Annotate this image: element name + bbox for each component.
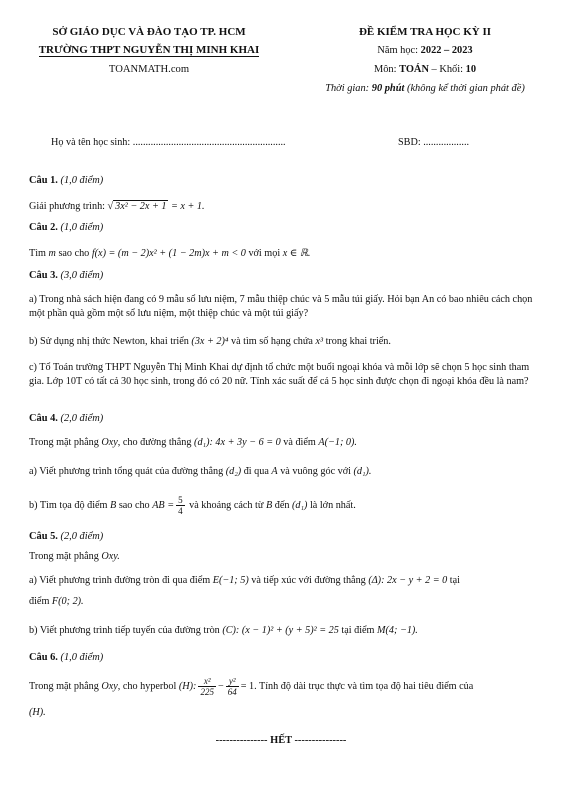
q3-part-b (29, 335, 391, 349)
q4-i1: Trong mặt phẳng (29, 437, 102, 448)
q4-title: Câu 4. (29, 413, 58, 424)
q6-frac-x (198, 676, 216, 697)
q5-a4: điểm (29, 596, 52, 607)
q5-title: Câu 5. (29, 531, 58, 542)
site-name: TOANMATH.com (108, 64, 190, 75)
time-line (300, 83, 550, 94)
school-year (300, 45, 550, 56)
q5-a-F: F(0; 2). (51, 596, 84, 607)
q6-text-line2 (29, 706, 46, 720)
q1-radicand: 3x² − 2x + 1 (115, 201, 167, 212)
q6-frac-y (226, 676, 239, 697)
q5-a1: a) Viết phương trình đường tròn đi qua điểm (29, 575, 213, 586)
q2-title: Câu 2. (29, 222, 58, 233)
q6-oxy: Oxy (101, 681, 118, 692)
q5-b2: tại điểm (338, 625, 378, 636)
q4-a-A: A (271, 466, 278, 477)
q4-b-B2: B (265, 500, 273, 511)
q6-heading (29, 652, 103, 663)
q6-eq: = 1. (240, 681, 257, 692)
q6-points: (1,0 điểm) (60, 652, 104, 663)
q1-points: (1,0 điểm) (60, 175, 104, 186)
dept-name: SỞ GIÁO DỤC VÀ ĐÀO TẠO TP. HCM (52, 26, 246, 38)
q4-b2: sao cho (116, 500, 153, 511)
q5-part-b (29, 624, 418, 638)
q4-i2: , cho đường thẳng (117, 437, 195, 448)
q4-a-d1: (d₁). (353, 466, 372, 477)
q4-point: A(−1; 0). (318, 437, 357, 448)
q3-part-c: c) Tổ Toán trường THPT Nguyễn Thị Minh Khai dự định tổ chức một buổi ngoại khóa và mỗi lớp sẽ chọn 5 học sinh tham gia. Lớp 10T có tất cả 30 học sinh, trong đó có 20 nữ. Tính xác suất để cả 5 học sinh được chọn đi ngoại khóa đều là nam? (29, 362, 530, 387)
q2-heading (29, 222, 103, 233)
q4-points: (2,0 điểm) (60, 413, 104, 424)
time-note: (không kể thời gian phát đề) (404, 83, 525, 94)
q6-minus: − (217, 681, 224, 692)
q3-b-expr: (3x + 2)⁴ (191, 336, 229, 347)
q2-t1: Tìm (29, 248, 49, 259)
time-value: 90 phút (371, 83, 405, 94)
q1-heading (29, 175, 103, 186)
q4-b-den: 4 (178, 506, 183, 517)
subject-line (300, 64, 550, 75)
q4-b-frac (176, 495, 185, 516)
q3-heading (29, 270, 103, 281)
q2-t2: sao cho (55, 248, 92, 259)
q3-title: Câu 3. (29, 270, 58, 281)
q4-line: (d₁): 4x + 3y − 6 = 0 (194, 437, 281, 448)
q5-a-E: E(−1; 5) (212, 575, 249, 586)
q4-a-line: (d₂) (225, 466, 242, 477)
q4-intro (29, 436, 357, 450)
q4-heading (29, 413, 103, 424)
q6-t2: , cho hyperbol (117, 681, 179, 692)
q3-b2: và tìm số hạng chứa (228, 336, 316, 347)
q4-i3: và điểm (280, 437, 319, 448)
q5-oxy: Oxy. (101, 551, 120, 562)
q2-cond: x ∈ ℝ. (282, 248, 311, 259)
q1-prompt: Giải phương trình: (29, 201, 108, 212)
school-name (18, 44, 280, 56)
q2-points: (1,0 điểm) (60, 222, 104, 233)
q3-b-term: x³ (315, 336, 324, 347)
q4-b-num: 5 (178, 495, 183, 506)
q5-b-M: M(4; −1). (377, 625, 418, 636)
q5-b-C: (C): (x − 1)² + (y + 5)² = 25 (222, 625, 339, 636)
q5-i1: Trong mặt phẳng (29, 551, 102, 562)
year-value: 2022 – 2023 (420, 45, 473, 56)
q4-a2: đi qua (241, 466, 272, 477)
q4-part-a (29, 465, 371, 479)
q2-expr: f(x) = (m − 2)x² + (1 − 2m)x + m < 0 (91, 248, 246, 259)
q5-intro (29, 550, 120, 564)
q1-rhs: = x + 1. (168, 201, 205, 212)
school-name-text: TRƯỜNG THPT NGUYỄN THỊ MINH KHAI (38, 44, 260, 56)
q4-a1: a) Viết phương trình tổng quát của đường thẳng (29, 466, 226, 477)
q6-H: (H): (178, 681, 197, 692)
time-label: Thời gian: (325, 83, 372, 94)
q5-b1: b) Viết phương trình tiếp tuyến của đường tròn (29, 625, 223, 636)
subject-value: TOÁN (399, 64, 429, 75)
grade-value: 10 (465, 64, 477, 75)
end-marker: --------------- HẾT --------------- (215, 735, 347, 746)
grade-label: – Khối: (428, 64, 466, 75)
q4-b-B: B (110, 500, 117, 511)
q6-d1: 225 (200, 687, 214, 698)
q6-t4: (H). (29, 707, 46, 718)
exam-title: ĐỀ KIỂM TRA HỌC KỲ II (358, 26, 492, 38)
subject-label: Môn: (373, 64, 400, 75)
q4-b-ab: AB = (152, 500, 175, 511)
q4-b5: là lớn nhất. (307, 500, 356, 511)
q4-oxy: Oxy (101, 437, 118, 448)
q2-t3: với mọi (245, 248, 283, 259)
q4-b-d1: (d₁) (291, 500, 308, 511)
q5-part-a-line1 (29, 574, 460, 588)
student-sbd-field: SBD: .................. (398, 137, 470, 148)
q1-title: Câu 1. (29, 175, 58, 186)
q1-text: Giải phương trình: √ 3x² − 2x + 1 = x + 1. (29, 201, 205, 212)
q5-a-line: (Δ): 2x − y + 2 = 0 (368, 575, 448, 586)
q5-points: (2,0 điểm) (60, 531, 104, 542)
q3-b1: b) Sử dụng nhị thức Newton, khai triển (29, 336, 192, 347)
q2-var: m (48, 248, 56, 259)
q4-part-b (29, 493, 356, 519)
q5-heading (29, 531, 103, 542)
q6-t3: Tính độ dài trục thực và tìm tọa độ hai tiêu điểm của (256, 681, 474, 692)
q6-d2: 64 (227, 687, 237, 698)
q4-b3: và khoảng cách từ (186, 500, 266, 511)
q6-t1: Trong mặt phẳng (29, 681, 102, 692)
student-name-field: Họ và tên học sinh: ............................................................ (51, 137, 286, 148)
q6-text (29, 673, 473, 701)
q6-title: Câu 6. (29, 652, 58, 663)
q4-b1: b) Tìm tọa độ điểm (29, 500, 111, 511)
q3-points: (3,0 điểm) (60, 270, 104, 281)
q5-a2: và tiếp xúc với đường thẳng (248, 575, 369, 586)
q6-n1: x² (198, 676, 216, 687)
q4-b4: đến (272, 500, 292, 511)
q4-a3: và vuông góc với (277, 466, 354, 477)
q5-a3: tại (447, 575, 460, 586)
q6-n2: y² (226, 676, 239, 687)
q3-b3: trong khai triển. (323, 336, 391, 347)
q2-text (29, 247, 310, 261)
q3-part-a: a) Trong nhà sách hiện đang có 9 mẫu sổ lưu niệm, 7 mẫu thiệp chúc và 5 mẫu túi giấy. Hỏi bạn An có bao nhiêu cách chọn một phần quà gồm một sổ lưu niệm, một thiệp chúc và một túi giấy? (29, 294, 533, 319)
q5-part-a-line2 (29, 595, 84, 609)
year-label: Năm học: (377, 45, 421, 56)
